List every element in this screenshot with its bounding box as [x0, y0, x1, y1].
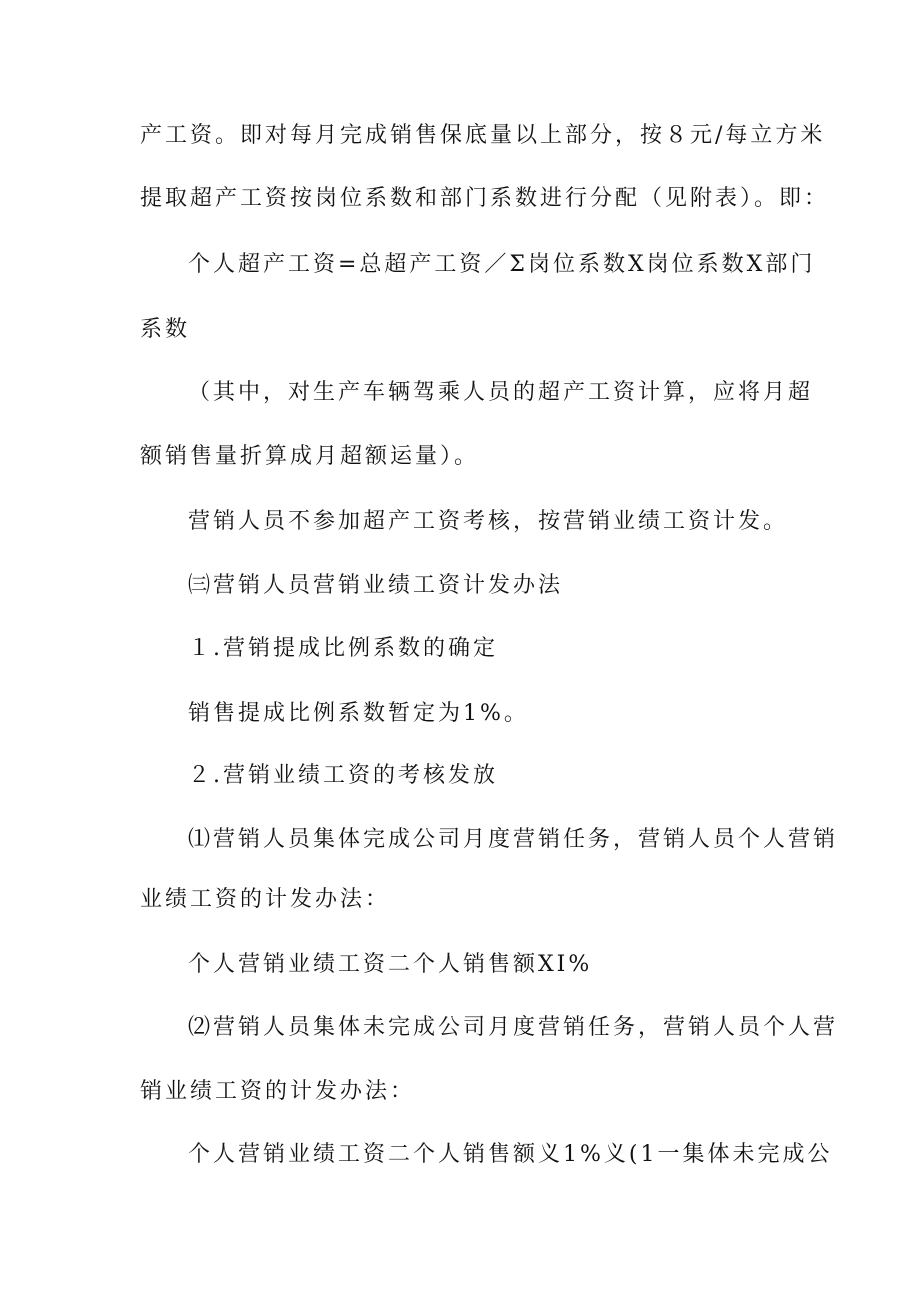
- subheading-1: １.营销提成比例系数的确定: [188, 636, 498, 661]
- formula-line-3: 个人营销业绩工资二个人销售额义1%义(1一集体未完成公: [188, 1142, 833, 1167]
- text-line-10: ⑵营销人员集体未完成公司月度营销任务，营销人员个人营: [188, 1015, 839, 1040]
- text-line-7: 销售提成比例系数暂定为1%。: [188, 701, 529, 726]
- text-line-3: 系数: [140, 317, 191, 342]
- text-line-1: 产工资。即对每月完成销售保底量以上部分，按８元/每立方米: [140, 123, 826, 148]
- text-line-9: 业绩工资的计发办法：: [140, 887, 391, 912]
- text-line-2: 提取超产工资按岗位系数和部门系数进行分配（见附表）。即：: [140, 186, 830, 211]
- formula-line-1: 个人超产工资=总超产工资／Σ岗位系数X岗位系数X部门: [188, 252, 816, 277]
- subheading-2: ２.营销业绩工资的考核发放: [188, 763, 498, 788]
- text-line-8: ⑴营销人员集体完成公司月度营销任务，营销人员个人营销: [188, 827, 839, 852]
- formula-line-2: 个人营销业绩工资二个人销售额XI%: [188, 952, 593, 977]
- text-line-5: 额销售量折算成月超额运量）。: [140, 444, 480, 469]
- text-line-11: 销业绩工资的计发办法：: [140, 1079, 416, 1104]
- text-line-4: （其中，对生产车辆驾乘人员的超产工资计算，应将月超: [188, 380, 814, 405]
- text-line-6: 营销人员不参加超产工资考核，按营销业绩工资计发。: [188, 509, 789, 534]
- section-heading-3: ㈢营销人员营销业绩工资计发办法: [188, 573, 564, 598]
